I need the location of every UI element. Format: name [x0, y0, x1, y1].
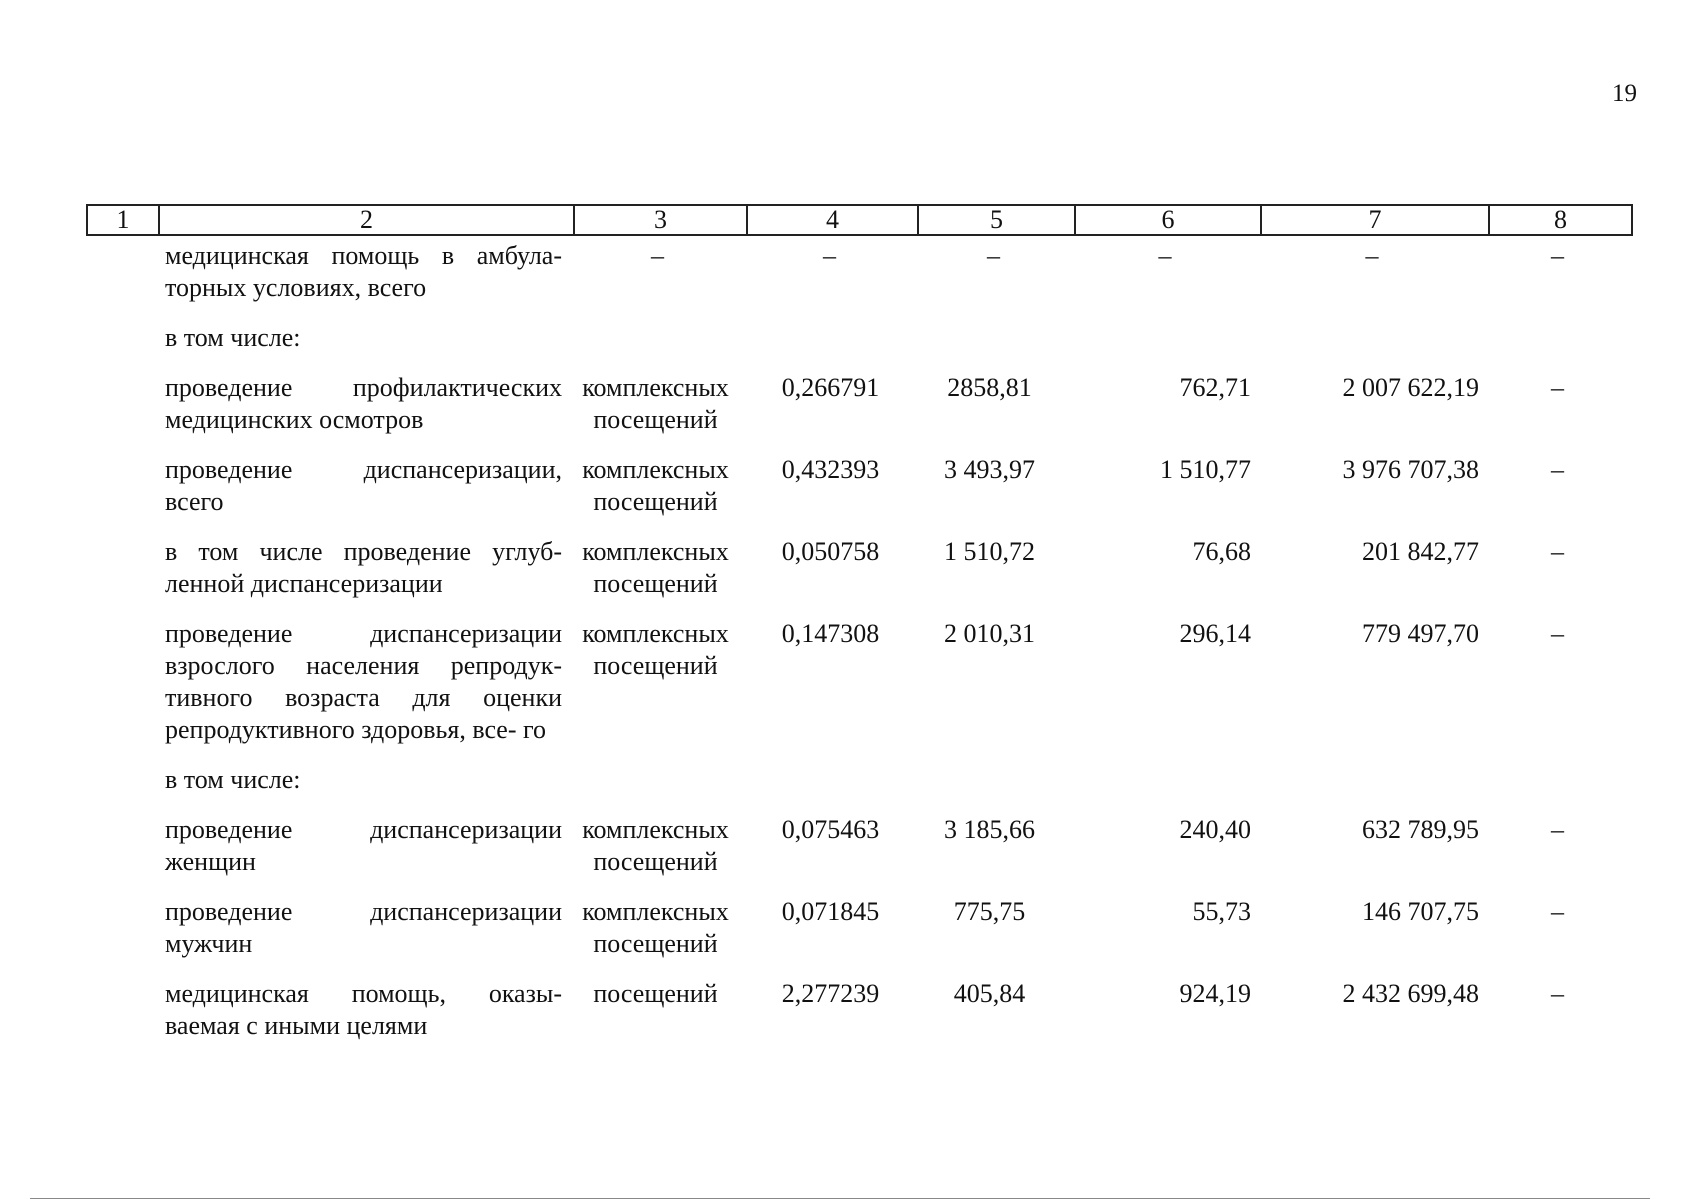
row-name: медицинская помощь, оказы- ваемая с иными целями — [165, 979, 562, 1040]
row-value-4: 2,277239 — [781, 979, 880, 1008]
row-value-5: 3 493,97 — [944, 455, 1035, 484]
row-unit: комплексных посещений — [582, 373, 729, 434]
row-value-7: 632 789,95 — [1362, 815, 1479, 844]
row-value-4: 0,147308 — [781, 619, 880, 648]
row-value-6: 296,14 — [1179, 619, 1251, 648]
row-name: проведение диспансеризации мужчин — [165, 897, 562, 958]
row-value-8: – — [1551, 455, 1564, 484]
subheading-row — [87, 760, 1632, 810]
table-row — [87, 235, 1632, 318]
row-value-7: 2 007 622,19 — [1342, 373, 1479, 402]
row-cell-empty — [87, 450, 159, 532]
column-header-8: 8 — [1489, 205, 1632, 235]
row-cell-empty — [87, 810, 159, 892]
row-unit: посещений — [593, 979, 718, 1008]
column-header-7: 7 — [1261, 205, 1489, 235]
row-cell-empty — [87, 892, 159, 974]
row-value-6: 1 510,77 — [1160, 455, 1251, 484]
table-row — [87, 892, 1632, 974]
row-unit: комплексных посещений — [582, 897, 729, 958]
row-value-4: 0,266791 — [781, 373, 880, 402]
header-row — [87, 205, 1632, 235]
row-unit: комплексных посещений — [582, 619, 729, 680]
row-value-7: – — [1365, 241, 1379, 270]
row-name: проведение диспансеризации взрослого населения репродук- тивного возраста для оценки репродуктивного здоровья, все- го — [165, 619, 562, 744]
subheading-text: в том числе: — [165, 323, 301, 352]
row-value-6: 924,19 — [1179, 979, 1251, 1008]
page-bottom-rule — [30, 1198, 1650, 1199]
row-value-4: 0,432393 — [781, 455, 880, 484]
table-row — [87, 368, 1632, 450]
column-header-3: 3 — [574, 205, 747, 235]
row-value-5: – — [987, 241, 1000, 270]
row-cell-empty — [87, 368, 159, 450]
column-header-6: 6 — [1075, 205, 1261, 235]
column-header-1: 1 — [87, 205, 159, 235]
row-cell-empty — [87, 614, 159, 760]
row-value-8: – — [1551, 373, 1564, 402]
row-name: медицинская помощь в амбула- торных условиях, всего — [165, 241, 562, 302]
row-value-7: 146 707,75 — [1362, 897, 1479, 926]
column-header-4: 4 — [747, 205, 918, 235]
row-value-4: 0,071845 — [781, 897, 880, 926]
row-unit: комплексных посещений — [582, 455, 729, 516]
row-unit: – — [651, 241, 664, 270]
row-value-7: 779 497,70 — [1362, 619, 1479, 648]
row-value-6: – — [1158, 241, 1172, 270]
row-value-5: 2 010,31 — [944, 619, 1035, 648]
row-value-7: 201 842,77 — [1362, 537, 1479, 566]
subheading-row — [87, 318, 1632, 368]
row-value-5: 775,75 — [953, 897, 1026, 926]
row-name: проведение диспансеризации женщин — [165, 815, 562, 876]
row-unit: комплексных посещений — [582, 537, 729, 598]
row-cell-empty — [87, 532, 159, 614]
row-name: проведение профилактических медицинских осмотров — [165, 373, 562, 434]
row-value-6: 240,40 — [1179, 815, 1251, 844]
row-name: проведение диспансеризации, всего — [165, 455, 562, 516]
row-value-6: 76,68 — [1192, 537, 1251, 566]
row-value-7: 2 432 699,48 — [1342, 979, 1479, 1008]
row-value-4: 0,050758 — [781, 537, 880, 566]
row-value-5: 405,84 — [953, 979, 1026, 1008]
row-value-6: 762,71 — [1179, 373, 1251, 402]
row-value-8: – — [1551, 537, 1564, 566]
table-row — [87, 532, 1632, 614]
page-number: 19 — [1612, 80, 1637, 107]
row-value-5: 2858,81 — [947, 373, 1032, 402]
row-cell-empty — [87, 318, 159, 368]
row-value-7: 3 976 707,38 — [1342, 455, 1479, 484]
row-unit: комплексных посещений — [582, 815, 729, 876]
table-row — [87, 974, 1632, 1056]
table-row — [87, 810, 1632, 892]
row-value-8: – — [1551, 241, 1564, 270]
row-cell-empty — [87, 235, 159, 318]
row-value-8: – — [1551, 815, 1564, 844]
row-value-6: 55,73 — [1192, 897, 1251, 926]
row-cell-empty — [87, 974, 159, 1056]
table-row — [87, 614, 1632, 760]
row-name: в том числе проведение углуб- ленной диспансеризации — [165, 537, 562, 598]
row-value-8: – — [1551, 897, 1564, 926]
row-cell-empty — [87, 760, 159, 810]
data-table — [86, 204, 1633, 1056]
row-value-4: 0,075463 — [781, 815, 880, 844]
column-header-5: 5 — [918, 205, 1075, 235]
row-value-8: – — [1551, 619, 1564, 648]
subheading-text: в том числе: — [165, 765, 301, 794]
row-value-4: – — [823, 241, 836, 270]
row-value-5: 3 185,66 — [944, 815, 1035, 844]
row-value-8: – — [1551, 979, 1564, 1008]
row-value-5: 1 510,72 — [944, 537, 1035, 566]
table-row — [87, 450, 1632, 532]
column-header-2: 2 — [159, 205, 574, 235]
